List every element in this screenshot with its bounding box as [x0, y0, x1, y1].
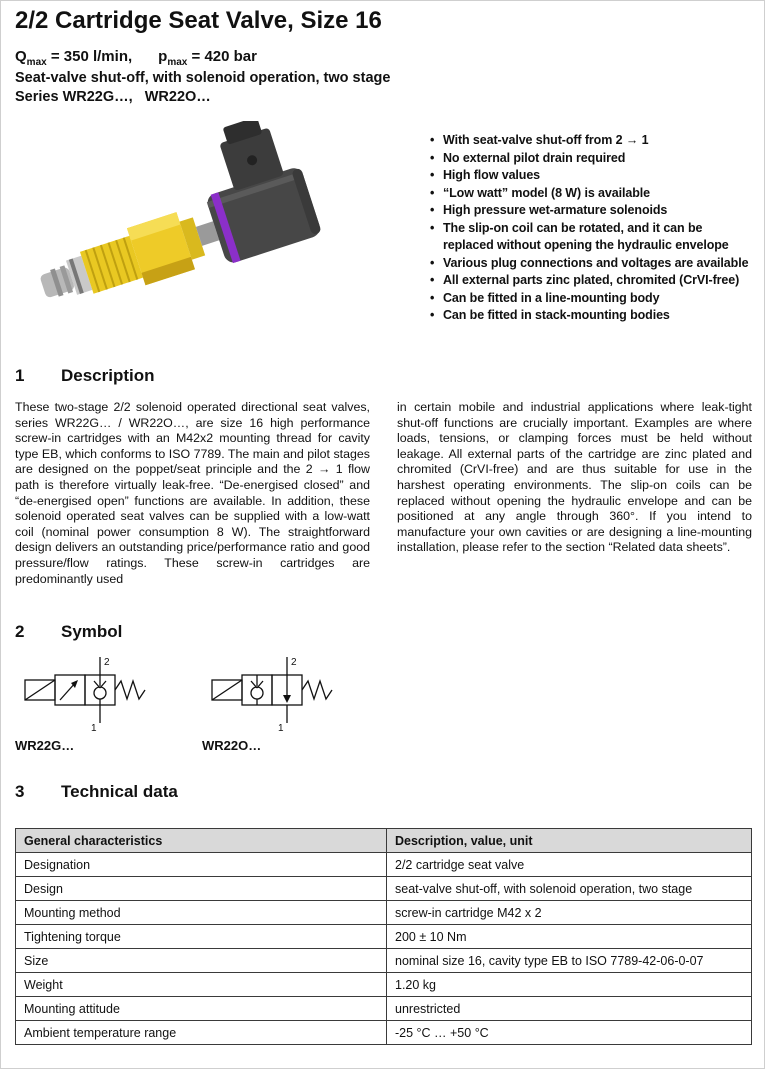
feature-item	[430, 220, 754, 255]
port-label-top: 2	[291, 657, 297, 668]
feature-text: Various plug connections and voltages are available	[443, 255, 749, 270]
product-image	[9, 121, 361, 363]
pmax-subscript: max	[167, 57, 188, 68]
bullet-icon: •	[430, 150, 435, 165]
hydraulic-symbol-wr22g-icon	[15, 651, 180, 735]
pmax-symbol: p	[158, 48, 168, 65]
section-heading-technical-data	[15, 782, 178, 802]
value-cell: 2/2 cartridge seat valve	[387, 853, 752, 877]
feature-text: “Low watt” model (8 W) is available	[443, 185, 650, 200]
port-label-top: 2	[104, 657, 110, 668]
value-cell: -25 °C … +50 °C	[387, 1021, 752, 1045]
symbol-wr22o	[202, 651, 367, 753]
column-header: General characteristics	[16, 829, 387, 853]
feature-item	[430, 290, 754, 308]
section-number: 3	[15, 782, 25, 801]
section-number: 1	[15, 366, 25, 385]
feature-item	[430, 202, 754, 220]
table-row	[16, 877, 752, 901]
section-title: Description	[61, 366, 155, 385]
value-cell: nominal size 16, cavity type EB to ISO 7789-42-06-0-07	[387, 949, 752, 973]
description-columns	[15, 400, 752, 587]
table-row	[16, 1021, 752, 1045]
section-title: Technical data	[61, 782, 178, 801]
feature-list	[430, 132, 754, 325]
characteristic-cell: Tightening torque	[16, 925, 387, 949]
feature-text: High flow values	[443, 168, 541, 182]
product-photo	[9, 121, 361, 363]
page-title: 2/2 Cartridge Seat Valve, Size 16	[15, 7, 382, 34]
table-row	[16, 997, 752, 1021]
table-row	[16, 925, 752, 949]
symbol-row	[15, 651, 367, 753]
symbol-label-wr22o: WR22O…	[202, 738, 262, 753]
bullet-icon: •	[430, 133, 435, 147]
feature-text: Can be fitted in stack-mounting bodies	[443, 308, 670, 322]
symbol-wr22g	[15, 651, 180, 753]
section-title: Symbol	[61, 622, 123, 641]
feature-item	[430, 307, 754, 325]
qmax-value: = 350 l/min,	[46, 48, 133, 65]
section-heading-symbol	[15, 622, 122, 642]
column-header: Description, value, unit	[387, 829, 752, 853]
section-heading-description	[15, 366, 155, 386]
table-row	[16, 973, 752, 997]
table-row	[16, 853, 752, 877]
feature-text: All external parts zinc plated, chromited (CrVI-free)	[443, 273, 740, 287]
qmax-subscript: max	[26, 57, 47, 68]
characteristic-cell: Mounting attitude	[16, 997, 387, 1021]
feature-item	[430, 167, 754, 185]
spec-line	[15, 48, 257, 68]
description-column-right: in certain mobile and industrial applications where leak-tight shut-off functions are crucially important. Examples are where loads, tensions, or clamping forces must be held without leakage. All external parts of the cartridge are zinc plated and chromited (CrVI-free) and are thus suitable for use in the harshest operating environments. The slip-on coils can be replaced without opening the hydraulic envelope and can be positioned at any angle through 360°. If you intend to manufacture your own cavities or are designing a line-mounting installation, please refer to the section “Related data sheets”.	[397, 400, 752, 555]
feature-text: With seat-valve shut-off from 2 → 1	[443, 133, 649, 147]
technical-data-table	[15, 828, 752, 1045]
characteristic-cell: Designation	[16, 853, 387, 877]
series-line: Series WR22G…, WR22O…	[15, 89, 211, 105]
value-cell: 1.20 kg	[387, 973, 752, 997]
section-number: 2	[15, 622, 25, 641]
page-subtitle: Seat-valve shut-off, with solenoid operation, two stage	[15, 70, 391, 86]
feature-item	[430, 185, 754, 203]
bullet-icon: •	[430, 308, 435, 322]
bullet-icon: •	[430, 220, 435, 235]
port-label-bottom: 1	[278, 723, 284, 734]
feature-text: No external pilot drain required	[443, 150, 626, 165]
bullet-icon: •	[430, 255, 435, 270]
characteristic-cell: Weight	[16, 973, 387, 997]
value-cell: seat-valve shut-off, with solenoid operation, two stage	[387, 877, 752, 901]
port-label-bottom: 1	[91, 723, 97, 734]
bullet-icon: •	[430, 273, 435, 287]
bullet-icon: •	[430, 203, 435, 217]
characteristic-cell: Mounting method	[16, 901, 387, 925]
value-cell: 200 ± 10 Nm	[387, 925, 752, 949]
pmax-value: = 420 bar	[187, 48, 257, 65]
feature-text: Can be fitted in a line-mounting body	[443, 290, 660, 305]
value-cell: screw-in cartridge M42 x 2	[387, 901, 752, 925]
characteristic-cell: Size	[16, 949, 387, 973]
bullet-icon: •	[430, 168, 435, 182]
bullet-icon: •	[430, 185, 435, 200]
characteristic-cell: Ambient temperature range	[16, 1021, 387, 1045]
table-row	[16, 901, 752, 925]
table-row	[16, 949, 752, 973]
feature-text: The slip-on coil can be rotated, and it can be replaced without opening the hydraulic envelope	[443, 220, 729, 252]
feature-item	[430, 272, 754, 290]
table-header-row	[16, 829, 752, 853]
qmax-symbol: Q	[15, 48, 27, 65]
description-column-left: These two-stage 2/2 solenoid operated directional seat valves, series WR22G… / WR22O…, are size 16 high performance screw-in cartridges with an M42x2 mounting thread for cavity type EB, which conforms to ISO 7789. The main and pilot stages are designed on the poppet/seat principle and the 2 → 1 flow path is therefore virtually leak-free. “De-energised closed” and “de-energised open” functions are available. In addition, these solenoid operated seat valves can be supplied with a low-watt coil (nominal power consumption 8 W). The straightforward design delivers an outstanding price/performance ratio and good pressure/flow ratings. These screw-in cartridges are predominantly used	[15, 400, 370, 586]
feature-text: High pressure wet-armature solenoids	[443, 203, 668, 217]
characteristic-cell: Design	[16, 877, 387, 901]
symbol-label-wr22g: WR22G…	[15, 738, 75, 753]
value-cell: unrestricted	[387, 997, 752, 1021]
feature-item	[430, 132, 754, 150]
feature-item	[430, 150, 754, 168]
hydraulic-symbol-wr22o-icon	[202, 651, 367, 735]
bullet-icon: •	[430, 290, 435, 305]
feature-item	[430, 255, 754, 273]
